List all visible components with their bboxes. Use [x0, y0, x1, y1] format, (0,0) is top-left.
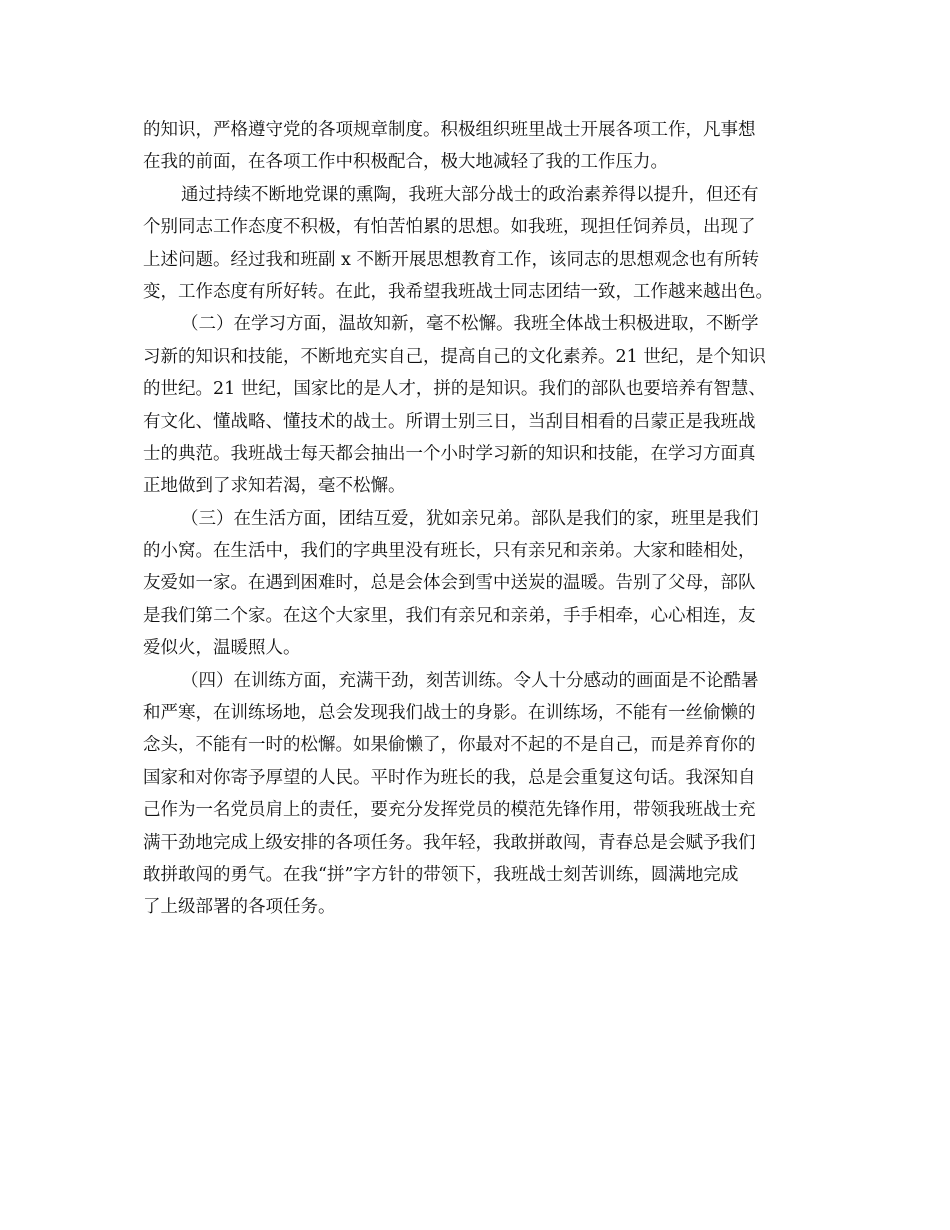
- text-line: 满干劲地完成上级安排的各项任务。我年轻，我敢拼敢闯，青春总是会赋予我们: [143, 832, 756, 853]
- text-line: 有文化、懂战略、懂技术的战士。所谓士别三日，当刮目相看的吕蒙正是我班战: [143, 411, 756, 432]
- text-line: 了上级部署的各项任务。: [143, 897, 336, 918]
- text-line: 爱似火，温暖照人。: [143, 638, 301, 659]
- text-line: 的小窝。在生活中，我们的字典里没有班长，只有亲兄和亲弟。大家和睦相处，: [143, 541, 756, 562]
- paragraph-first-line: （二）在学习方面，温故知新，毫不松懈。我班全体战士积极进取，不断学: [181, 314, 759, 335]
- text-line: 是我们第二个家。在这个大家里，我们有亲兄和亲弟，手手相牵，心心相连，友: [143, 605, 756, 626]
- text-line: 友爱如一家。在遇到困难时，总是会体会到雪中送炭的温暖。告别了父母，部队: [143, 573, 756, 594]
- text-line: 敢拼敢闯的勇气。在我“拼”字方针的带领下，我班战士刻苦训练，圆满地完成: [143, 864, 739, 885]
- paragraph-first-line: （三）在生活方面，团结互爱，犹如亲兄弟。部队是我们的家，班里是我们: [181, 508, 759, 529]
- text-line: 己作为一名党员肩上的责任，要充分发挥党员的模范先锋作用，带领我班战士充: [143, 800, 756, 821]
- text-line: 变，工作态度有所好转。在此，我希望我班战士同志团结一致，工作越来越出色。: [143, 281, 773, 302]
- document-body: [143, 114, 809, 924]
- text-line: 和严寒，在训练场地，总会发现我们战士的身影。在训练场，不能有一丝偷懒的: [143, 703, 756, 724]
- text-line: 国家和对你寄予厚望的人民。平时作为班长的我，总是会重复这句话。我深知自: [143, 767, 756, 788]
- text-line: 习新的知识和技能，不断地充实自己，提高自己的文化素养。21 世纪，是个知识: [143, 346, 766, 367]
- paragraph-first-line: 通过持续不断地党课的熏陶，我班大部分战士的政治素养得以提升，但还有: [181, 184, 759, 205]
- text-line: 在我的前面，在各项工作中积极配合，极大地减轻了我的工作压力。: [143, 152, 668, 173]
- text-line: 正地做到了求知若渴，毫不松懈。: [143, 476, 406, 497]
- text-line: 的知识，严格遵守党的各项规章制度。积极组织班里战士开展各项工作，凡事想: [143, 120, 756, 140]
- text-line: 个别同志工作态度不积极，有怕苦怕累的思想。如我班，现担任饲养员，出现了: [143, 217, 756, 238]
- paragraph-first-line: （四）在训练方面，充满干劲，刻苦训练。令人十分感动的画面是不论酷暑: [181, 670, 759, 691]
- text-line: 士的典范。我班战士每天都会抽出一个小时学习新的知识和技能，在学习方面真: [143, 443, 756, 464]
- text-line: 念头，不能有一时的松懈。如果偷懒了，你最对不起的不是自己，而是养育你的: [143, 735, 756, 756]
- text-line: 的世纪。21 世纪，国家比的是人才，拼的是知识。我们的部队也要培养有智慧、: [143, 379, 766, 400]
- text-line: 上述问题。经过我和班副 x 不断开展思想教育工作，该同志的思想观念也有所转: [143, 249, 759, 270]
